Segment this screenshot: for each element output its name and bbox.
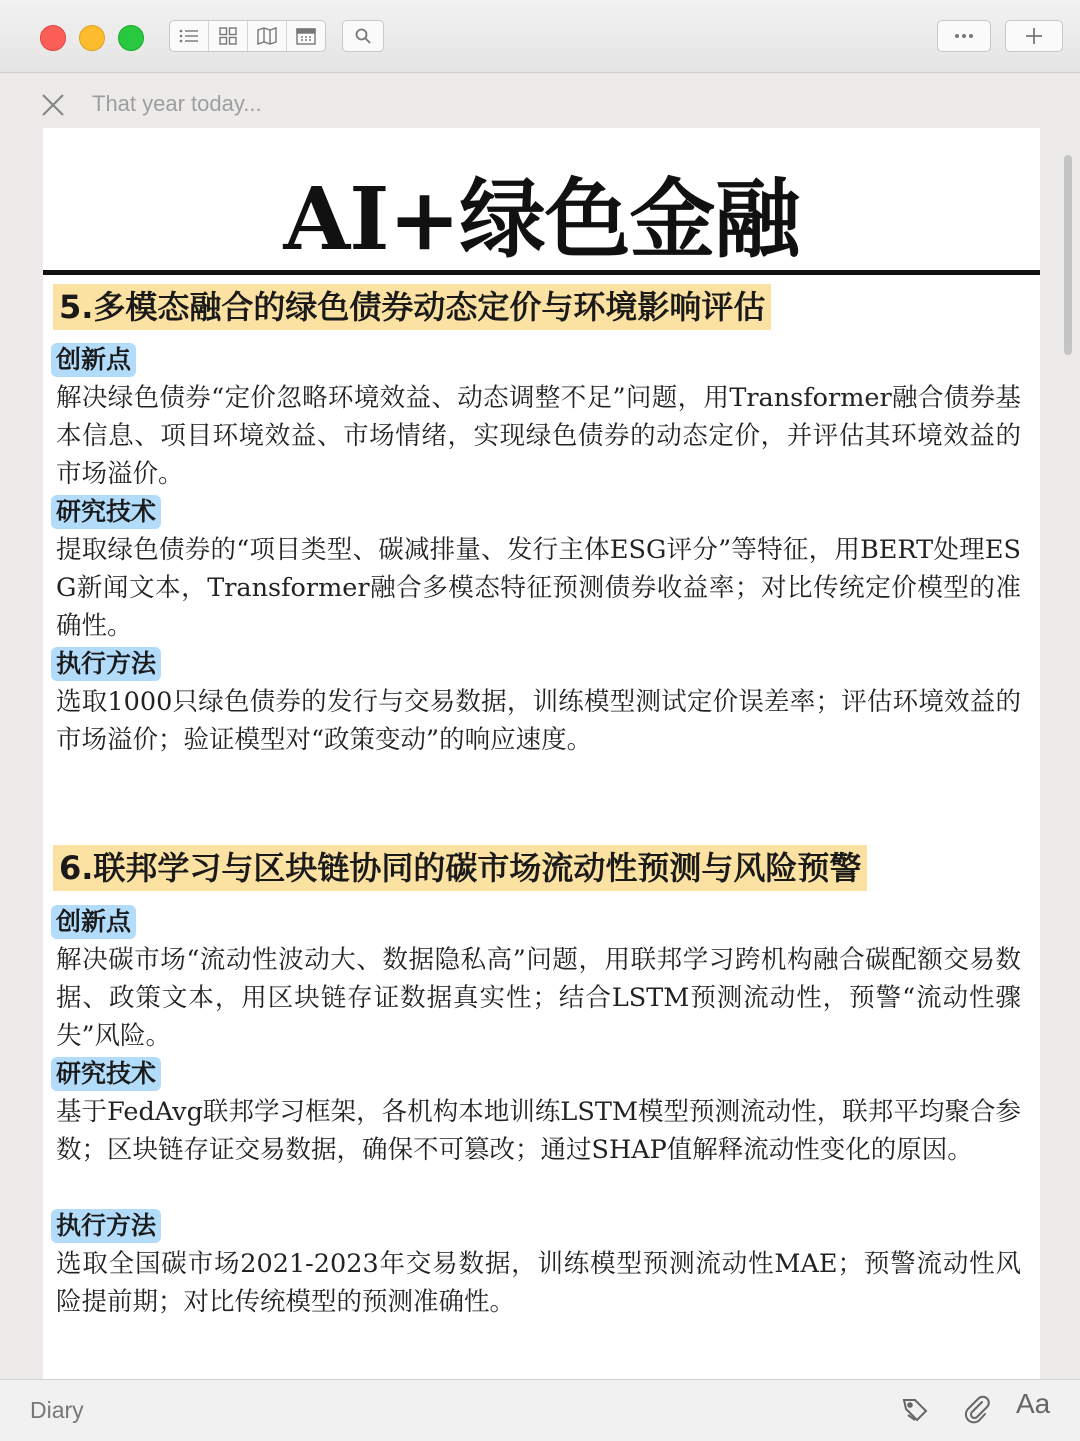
close-entry-icon[interactable] — [38, 90, 68, 120]
minimize-window-button[interactable] — [79, 25, 105, 51]
block-label: 创新点 — [51, 905, 136, 939]
document-title: AI+绿色金融 — [283, 169, 800, 270]
more-icon — [953, 33, 975, 39]
block-text: 解决碳市场“流动性波动大、数据隐私高”问题，用联邦学习跨机构融合碳配额交易数据、政策文本，用区块链存证数据真实性；结合LSTM预测流动性，预警“流动性骤失”风险。 — [56, 945, 1021, 1051]
block-text: 提取绿色债券的“项目类型、碳减排量、发行主体ESG评分”等特征，用BERT处理ESG新闻文本，Transformer融合多模态特征预测债券收益率；对比传统定价模型的准确性。 — [56, 535, 1021, 641]
scrollbar[interactable] — [1064, 155, 1072, 355]
plus-icon — [1025, 27, 1043, 45]
block-label: 研究技术 — [51, 1057, 161, 1091]
map-icon — [257, 27, 277, 45]
tag-icon[interactable] — [898, 1392, 932, 1426]
attachment-icon[interactable] — [960, 1392, 994, 1426]
entry-footer — [0, 1379, 1080, 1441]
block-label: 创新点 — [51, 343, 136, 377]
entry-title-placeholder[interactable]: That year today... — [92, 91, 262, 116]
calendar-icon — [296, 27, 316, 45]
window-titlebar — [0, 0, 1080, 73]
list-icon — [179, 28, 199, 44]
new-entry-button[interactable] — [1005, 20, 1063, 52]
search-icon — [354, 27, 372, 45]
title-divider — [43, 270, 1040, 275]
font-settings-button[interactable]: Aa — [1016, 1388, 1051, 1419]
grid-icon — [219, 27, 237, 45]
block-label: 执行方法 — [51, 647, 161, 681]
map-view-button[interactable] — [248, 21, 287, 51]
grid-view-button[interactable] — [209, 21, 248, 51]
view-switcher — [169, 20, 326, 52]
block-label: 执行方法 — [51, 1209, 161, 1243]
section-heading: 5.多模态融合的绿色债券动态定价与环境影响评估 — [53, 284, 771, 330]
block-label: 研究技术 — [51, 495, 161, 529]
section-heading: 6.联邦学习与区块链协同的碳市场流动性预测与风险预警 — [53, 845, 867, 891]
close-window-button[interactable] — [40, 25, 66, 51]
more-button[interactable] — [937, 20, 991, 52]
block-text: 选取全国碳市场2021-2023年交易数据，训练模型预测流动性MAE；预警流动性风险提前期；对比传统模型的预测准确性。 — [56, 1249, 1021, 1317]
entry-content — [43, 128, 1040, 1379]
zoom-window-button[interactable] — [118, 25, 144, 51]
block-text: 基于FedAvg联邦学习框架，各机构本地训练LSTM模型预测流动性，联邦平均聚合参数；区块链存证交易数据，确保不可篡改；通过SHAP值解释流动性变化的原因。 — [56, 1097, 1021, 1165]
journal-selector[interactable]: Diary — [30, 1397, 84, 1423]
block-text: 解决绿色债券“定价忽略环境效益、动态调整不足”问题，用Transformer融合债券基本信息、项目环境效益、市场情绪，实现绿色债券的动态定价，并评估其环境效益的市场溢价。 — [56, 383, 1021, 489]
block-text: 选取1000只绿色债券的发行与交易数据，训练模型测试定价误差率；评估环境效益的市场溢价；验证模型对“政策变动”的响应速度。 — [56, 687, 1021, 755]
calendar-view-button[interactable] — [287, 21, 325, 51]
search-button[interactable] — [342, 20, 384, 52]
list-view-button[interactable] — [170, 21, 209, 51]
